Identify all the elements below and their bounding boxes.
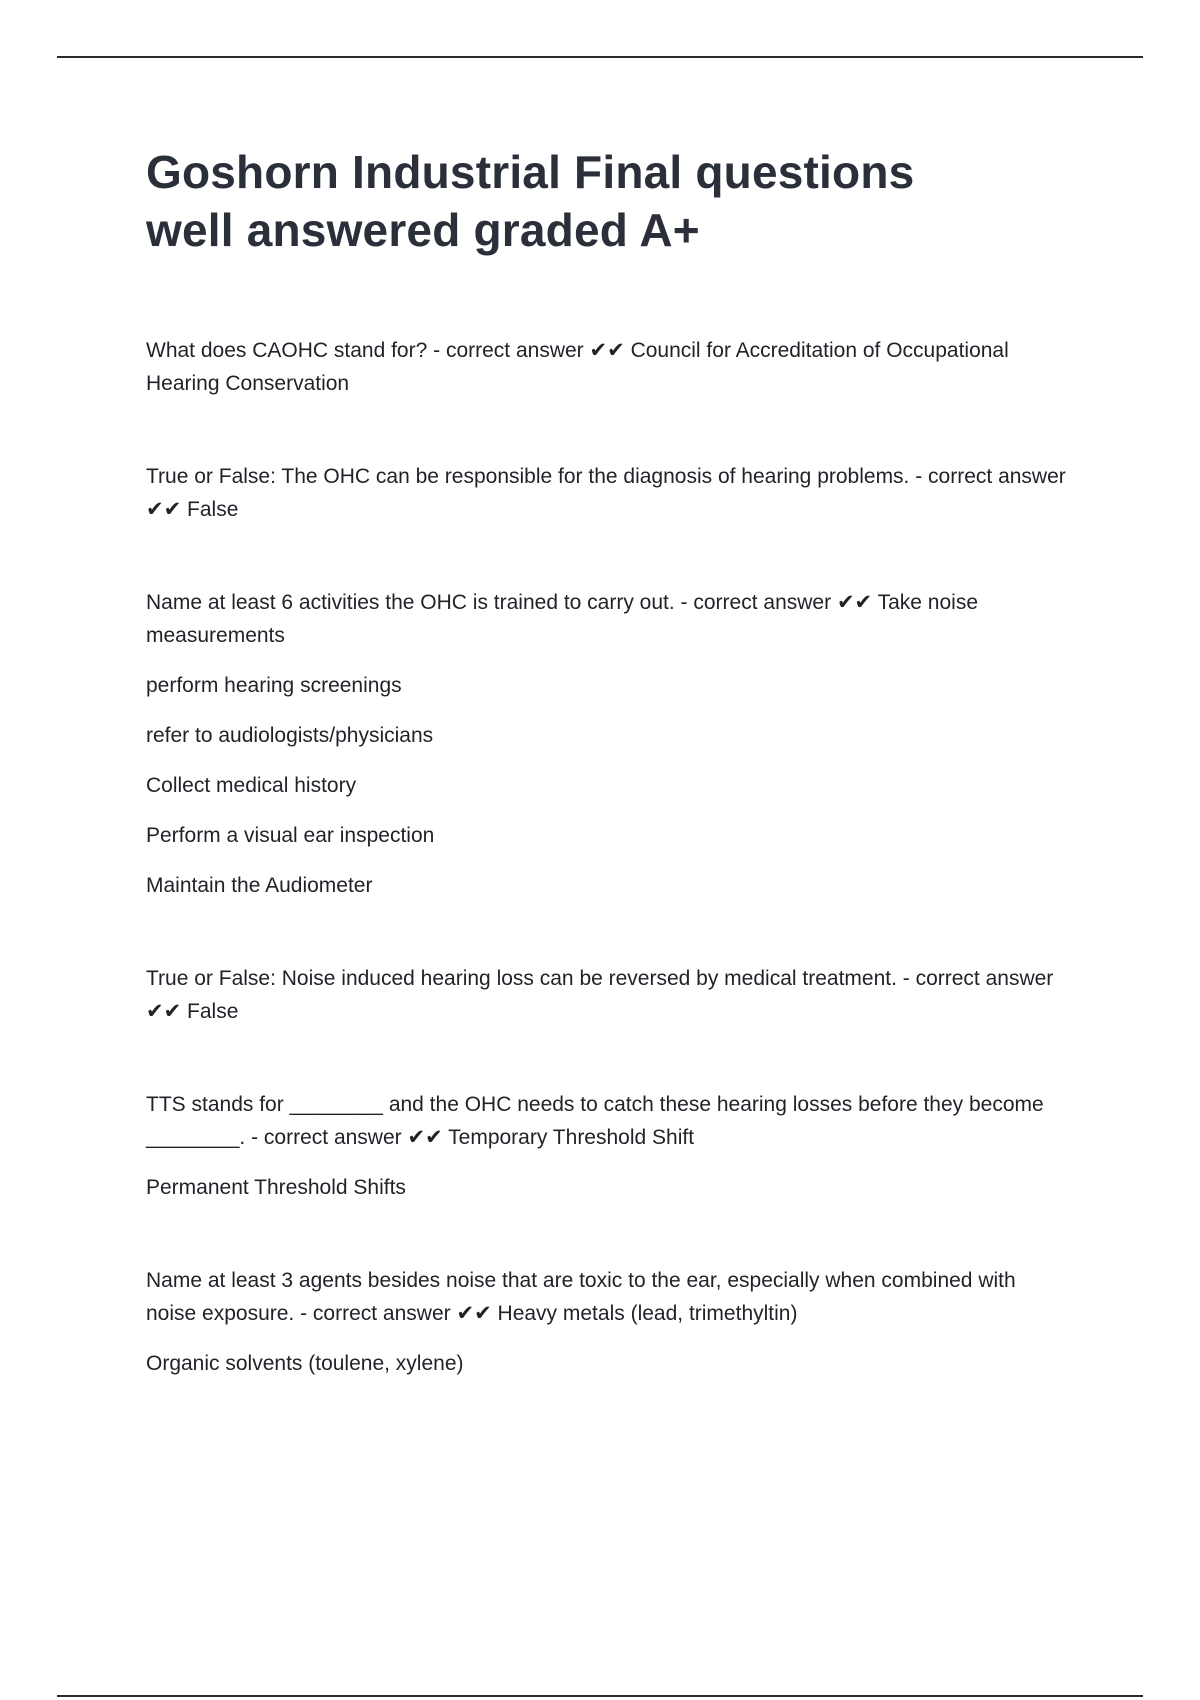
answer-text: Take noise measurements xyxy=(146,591,979,647)
qa-question xyxy=(146,334,1066,400)
document-title xyxy=(146,143,1066,259)
answer-text: False xyxy=(187,1000,239,1023)
question-text: Name at least 3 agents besides noise that are toxic to the ear, especially when combined with noise exposure. - correct answer xyxy=(146,1269,1016,1325)
qa-item xyxy=(146,586,1066,902)
answer-text: False xyxy=(187,498,239,521)
checkmark-icon: ✔✔ xyxy=(146,498,182,521)
answer-line: perform hearing screenings xyxy=(146,674,402,697)
question-text: What does CAOHC stand for? - correct answer xyxy=(146,339,584,362)
qa-question xyxy=(146,962,1066,1028)
qa-item xyxy=(146,460,1066,526)
answer-line: Perform a visual ear inspection xyxy=(146,824,435,847)
qa-question xyxy=(146,460,1066,526)
checkmark-icon: ✔✔ xyxy=(589,339,625,362)
qa-item xyxy=(146,1088,1066,1204)
qa-item xyxy=(146,334,1066,400)
answer-line: Permanent Threshold Shifts xyxy=(146,1176,406,1199)
bottom-rule xyxy=(57,1695,1143,1697)
qa-question xyxy=(146,1264,1066,1330)
answer-line: Collect medical history xyxy=(146,774,357,797)
answer-text: Council for Accreditation of Occupational Hearing Conservation xyxy=(146,339,1009,395)
document-page xyxy=(146,143,1066,1440)
title-line-1: Goshorn Industrial Final questions xyxy=(146,146,915,198)
qa-item xyxy=(146,962,1066,1028)
answer-line: Organic solvents (toulene, xylene) xyxy=(146,1352,464,1375)
checkmark-icon: ✔✔ xyxy=(836,591,873,614)
answer-text: Temporary Threshold Shift xyxy=(448,1126,695,1149)
checkmark-icon: ✔✔ xyxy=(456,1302,492,1325)
checkmark-icon: ✔✔ xyxy=(146,1000,182,1023)
question-text: Name at least 6 activities the OHC is trained to carry out. - correct answer xyxy=(146,591,832,614)
answer-line: refer to audiologists/physicians xyxy=(146,724,434,747)
checkmark-icon: ✔✔ xyxy=(407,1126,443,1149)
question-text: True or False: The OHC can be responsible for the diagnosis of hearing problems. - correct answer xyxy=(146,465,1066,488)
title-line-2: well answered graded A+ xyxy=(146,204,700,256)
qa-list xyxy=(146,334,1066,1380)
question-text: TTS stands for ________ and the OHC needs to catch these hearing losses before they become ________. - correct answer xyxy=(146,1093,1044,1149)
answer-text: Heavy metals (lead, trimethyltin) xyxy=(497,1302,798,1325)
qa-question xyxy=(146,586,1066,652)
answer-line: Maintain the Audiometer xyxy=(146,874,373,897)
qa-question xyxy=(146,1088,1066,1154)
top-rule xyxy=(57,56,1143,58)
qa-item xyxy=(146,1264,1066,1380)
question-text: True or False: Noise induced hearing loss can be reversed by medical treatment. - correct answer xyxy=(146,967,1054,990)
